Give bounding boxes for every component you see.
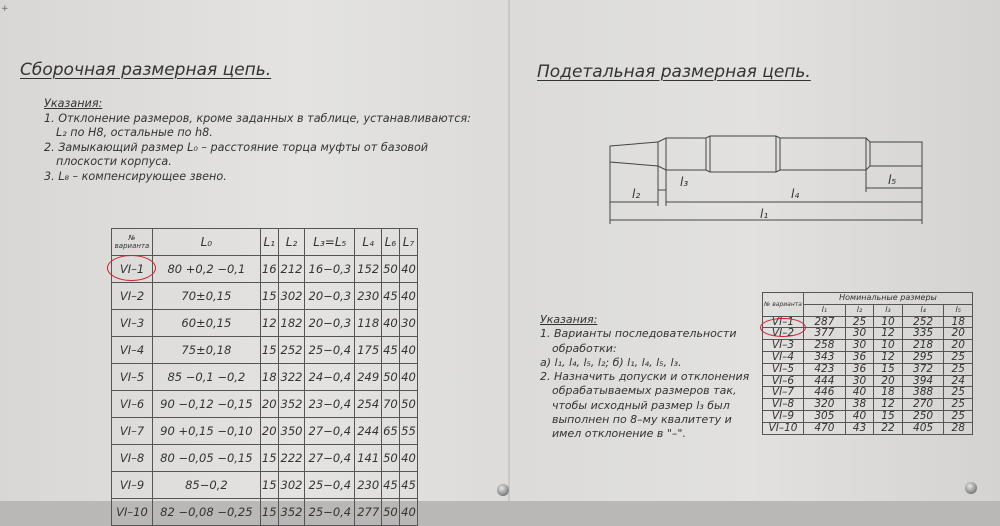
value-cell: 55 bbox=[399, 418, 417, 445]
value-cell: 20 bbox=[260, 391, 278, 418]
value-cell: 25 bbox=[944, 351, 973, 363]
variant-cell: VI–6 bbox=[112, 391, 153, 418]
value-cell: 15 bbox=[874, 410, 902, 422]
value-cell: 25−0,4 bbox=[305, 472, 355, 499]
variant-cell: VI–9 bbox=[763, 410, 804, 422]
variant-cell: VI–3 bbox=[763, 340, 804, 352]
variant-cell: VI–1 bbox=[112, 256, 153, 283]
table-row bbox=[112, 391, 418, 418]
value-cell: 212 bbox=[278, 256, 304, 283]
value-cell: 25 bbox=[944, 410, 973, 422]
column-header: l₃ bbox=[874, 304, 902, 316]
value-cell: 82 −0,08 −0,25 bbox=[153, 499, 261, 526]
highlight-circle-right bbox=[760, 318, 806, 337]
variant-cell: VI–5 bbox=[112, 364, 153, 391]
value-cell: 40 bbox=[399, 283, 417, 310]
value-cell: 40 bbox=[845, 387, 873, 399]
value-cell: 352 bbox=[278, 391, 304, 418]
value-cell: 423 bbox=[804, 363, 846, 375]
value-cell: 270 bbox=[902, 399, 944, 411]
value-cell: 444 bbox=[804, 375, 846, 387]
column-header: L₇ bbox=[399, 229, 417, 256]
value-cell: 305 bbox=[804, 410, 846, 422]
value-cell: 80 +0,2 −0,1 bbox=[153, 256, 261, 283]
left-note-line: 3. L₈ – компенсирующее звено. bbox=[44, 169, 227, 183]
value-cell: 50 bbox=[381, 445, 399, 472]
value-cell: 40 bbox=[399, 256, 417, 283]
value-cell: 295 bbox=[902, 351, 944, 363]
value-cell: 322 bbox=[278, 364, 304, 391]
column-header: L₃=L₅ bbox=[305, 229, 355, 256]
group-header: Номинальные размеры bbox=[804, 293, 973, 305]
variant-cell: VI–2 bbox=[763, 328, 804, 340]
table-row bbox=[112, 418, 418, 445]
value-cell: 65 bbox=[381, 418, 399, 445]
column-header: l₂ bbox=[845, 304, 873, 316]
value-cell: 24 bbox=[944, 375, 973, 387]
value-cell: 222 bbox=[278, 445, 304, 472]
variant-cell: VI–8 bbox=[763, 399, 804, 411]
value-cell: 388 bbox=[902, 387, 944, 399]
value-cell: 15 bbox=[260, 445, 278, 472]
column-header: L₆ bbox=[381, 229, 399, 256]
value-cell: 70 bbox=[381, 391, 399, 418]
value-cell: 90 −0,12 −0,15 bbox=[153, 391, 261, 418]
value-cell: 50 bbox=[381, 364, 399, 391]
table-row bbox=[112, 256, 418, 283]
value-cell: 18 bbox=[874, 387, 902, 399]
left-note-line: плоскости корпуса. bbox=[56, 155, 172, 169]
value-cell: 50 bbox=[381, 499, 399, 526]
variant-cell: VI–3 bbox=[112, 310, 153, 337]
right-dimension-table bbox=[762, 292, 973, 435]
value-cell: 23−0,4 bbox=[305, 391, 355, 418]
value-cell: 152 bbox=[355, 256, 381, 283]
value-cell: 45 bbox=[381, 283, 399, 310]
column-header: l₅ bbox=[944, 304, 973, 316]
value-cell: 20−0,3 bbox=[305, 283, 355, 310]
variant-cell: VI–8 bbox=[112, 445, 153, 472]
variant-cell: VI–7 bbox=[763, 387, 804, 399]
value-cell: 28 bbox=[944, 422, 973, 434]
value-cell: 30 bbox=[399, 310, 417, 337]
value-cell: 12 bbox=[874, 399, 902, 411]
value-cell: 85−0,2 bbox=[153, 472, 261, 499]
value-cell: 20−0,3 bbox=[305, 310, 355, 337]
variant-cell: VI–4 bbox=[763, 351, 804, 363]
value-cell: 175 bbox=[355, 337, 381, 364]
table-row bbox=[763, 363, 973, 375]
value-cell: 85 −0,1 −0,2 bbox=[153, 364, 261, 391]
right-note-line: чтобы исходный размер l₃ был bbox=[552, 398, 730, 412]
right-notes-heading: Указания: bbox=[540, 313, 598, 326]
value-cell: 80 −0,05 −0,15 bbox=[153, 445, 261, 472]
value-cell: 230 bbox=[355, 472, 381, 499]
table-row bbox=[763, 422, 973, 434]
value-cell: 16 bbox=[260, 256, 278, 283]
page-fold bbox=[508, 0, 510, 501]
value-cell: 230 bbox=[355, 283, 381, 310]
value-cell: 446 bbox=[804, 387, 846, 399]
corner-mark: + bbox=[1, 4, 9, 14]
value-cell: 182 bbox=[278, 310, 304, 337]
table-header-row bbox=[763, 293, 973, 305]
value-cell: 27−0,4 bbox=[305, 418, 355, 445]
table-row bbox=[763, 351, 973, 363]
value-cell: 25−0,4 bbox=[305, 499, 355, 526]
value-cell: 27−0,4 bbox=[305, 445, 355, 472]
value-cell: 18 bbox=[944, 316, 973, 328]
column-header: l₄ bbox=[902, 304, 944, 316]
value-cell: 30 bbox=[845, 375, 873, 387]
value-cell: 38 bbox=[845, 399, 873, 411]
table-row bbox=[112, 310, 418, 337]
table-header-row bbox=[112, 229, 418, 256]
table-row bbox=[763, 340, 973, 352]
variant-header: № варианта bbox=[112, 229, 153, 256]
value-cell: 18 bbox=[260, 364, 278, 391]
value-cell: 12 bbox=[874, 328, 902, 340]
value-cell: 36 bbox=[845, 363, 873, 375]
value-cell: 36 bbox=[845, 351, 873, 363]
variant-cell: VI–6 bbox=[763, 375, 804, 387]
value-cell: 15 bbox=[874, 363, 902, 375]
value-cell: 252 bbox=[902, 316, 944, 328]
variant-cell: VI–2 bbox=[112, 283, 153, 310]
value-cell: 30 bbox=[845, 328, 873, 340]
left-note-line: L₂ по H8, остальные по h8. bbox=[56, 126, 213, 140]
column-header: L₀ bbox=[153, 229, 261, 256]
value-cell: 70±0,15 bbox=[153, 283, 261, 310]
value-cell: 25 bbox=[845, 316, 873, 328]
value-cell: 12 bbox=[260, 310, 278, 337]
screw-bottom-center bbox=[497, 484, 509, 496]
left-note-line: 1. Отклонение размеров, кроме заданных в таблице, устанавливаются: bbox=[44, 111, 471, 125]
column-header: L₄ bbox=[355, 229, 381, 256]
table-row bbox=[763, 410, 973, 422]
value-cell: 141 bbox=[355, 445, 381, 472]
table-row bbox=[112, 337, 418, 364]
value-cell: 350 bbox=[278, 418, 304, 445]
value-cell: 40 bbox=[399, 364, 417, 391]
label-l5: l₅ bbox=[888, 173, 897, 187]
value-cell: 75±0,18 bbox=[153, 337, 261, 364]
value-cell: 252 bbox=[278, 337, 304, 364]
table-row bbox=[763, 399, 973, 411]
value-cell: 470 bbox=[804, 422, 846, 434]
value-cell: 12 bbox=[874, 351, 902, 363]
value-cell: 394 bbox=[902, 375, 944, 387]
value-cell: 320 bbox=[804, 399, 846, 411]
value-cell: 40 bbox=[399, 499, 417, 526]
right-notes bbox=[540, 313, 749, 442]
value-cell: 10 bbox=[874, 316, 902, 328]
column-header: l₁ bbox=[804, 304, 846, 316]
left-notes-heading: Указания: bbox=[44, 97, 103, 110]
left-note-line: 2. Замыкающий размер L₀ – расстояние торца муфты от базовой bbox=[44, 140, 429, 154]
variant-cell: VI–5 bbox=[763, 363, 804, 375]
screw-bottom-right bbox=[965, 482, 977, 494]
table-row bbox=[763, 375, 973, 387]
value-cell: 244 bbox=[355, 418, 381, 445]
value-cell: 218 bbox=[902, 340, 944, 352]
value-cell: 118 bbox=[355, 310, 381, 337]
label-l1: l₁ bbox=[760, 207, 769, 221]
value-cell: 50 bbox=[399, 391, 417, 418]
value-cell: 25 bbox=[944, 387, 973, 399]
value-cell: 250 bbox=[902, 410, 944, 422]
variant-cell: VI–9 bbox=[112, 472, 153, 499]
value-cell: 258 bbox=[804, 340, 846, 352]
value-cell: 30 bbox=[845, 340, 873, 352]
variant-cell: VI–10 bbox=[112, 499, 153, 526]
right-note-line: 1. Варианты последовательности bbox=[540, 327, 737, 341]
value-cell: 40 bbox=[381, 310, 399, 337]
value-cell: 25 bbox=[944, 363, 973, 375]
value-cell: 45 bbox=[381, 472, 399, 499]
column-header: L₂ bbox=[278, 229, 304, 256]
value-cell: 40 bbox=[399, 337, 417, 364]
value-cell: 40 bbox=[399, 445, 417, 472]
label-l2: l₂ bbox=[632, 187, 641, 201]
right-note-line: 2. Назначить допуски и отклонения bbox=[540, 370, 750, 384]
value-cell: 249 bbox=[355, 364, 381, 391]
value-cell: 15 bbox=[260, 283, 278, 310]
label-l4: l₄ bbox=[791, 187, 800, 201]
value-cell: 277 bbox=[355, 499, 381, 526]
value-cell: 15 bbox=[260, 472, 278, 499]
value-cell: 45 bbox=[381, 337, 399, 364]
left-notes bbox=[44, 97, 471, 185]
variant-cell: VI–7 bbox=[112, 418, 153, 445]
variant-cell: VI–10 bbox=[763, 422, 804, 434]
value-cell: 20 bbox=[260, 418, 278, 445]
variant-cell: VI–4 bbox=[112, 337, 153, 364]
right-note-line: обрабатываемых размеров так, bbox=[552, 384, 737, 398]
left-title: Сборочная размерная цепь. bbox=[20, 60, 272, 80]
table-row bbox=[763, 387, 973, 399]
value-cell: 24−0,4 bbox=[305, 364, 355, 391]
right-note-line: имел отклонение в "–". bbox=[552, 427, 686, 441]
table-row bbox=[112, 445, 418, 472]
value-cell: 60±0,15 bbox=[153, 310, 261, 337]
value-cell: 377 bbox=[804, 328, 846, 340]
value-cell: 25 bbox=[944, 399, 973, 411]
left-dimension-table bbox=[111, 228, 418, 526]
column-header: L₁ bbox=[260, 229, 278, 256]
variant-header: № варианта bbox=[763, 293, 804, 317]
value-cell: 20 bbox=[874, 375, 902, 387]
value-cell: 22 bbox=[874, 422, 902, 434]
right-note-line: обработки: bbox=[552, 341, 617, 355]
right-note-line: выполнен по 8–му квалитету и bbox=[552, 413, 732, 427]
value-cell: 10 bbox=[874, 340, 902, 352]
table-row bbox=[112, 364, 418, 391]
value-cell: 287 bbox=[804, 316, 846, 328]
value-cell: 50 bbox=[381, 256, 399, 283]
highlight-circle-left bbox=[107, 255, 156, 281]
value-cell: 302 bbox=[278, 283, 304, 310]
value-cell: 40 bbox=[845, 410, 873, 422]
value-cell: 15 bbox=[260, 337, 278, 364]
value-cell: 90 +0,15 −0,10 bbox=[153, 418, 261, 445]
value-cell: 25−0,4 bbox=[305, 337, 355, 364]
value-cell: 335 bbox=[902, 328, 944, 340]
variant-cell: VI–1 bbox=[763, 316, 804, 328]
value-cell: 302 bbox=[278, 472, 304, 499]
value-cell: 20 bbox=[944, 340, 973, 352]
value-cell: 405 bbox=[902, 422, 944, 434]
value-cell: 45 bbox=[399, 472, 417, 499]
table-row bbox=[112, 499, 418, 526]
value-cell: 20 bbox=[944, 328, 973, 340]
value-cell: 254 bbox=[355, 391, 381, 418]
value-cell: 43 bbox=[845, 422, 873, 434]
shaft-drawing bbox=[596, 128, 936, 228]
right-note-line: а) l₁, l₄, l₅, l₂; б) l₁, l₄, l₅, l₃. bbox=[540, 355, 682, 369]
right-title: Подетальная размерная цепь. bbox=[537, 62, 811, 82]
value-cell: 372 bbox=[902, 363, 944, 375]
table-row bbox=[112, 283, 418, 310]
value-cell: 15 bbox=[260, 499, 278, 526]
value-cell: 352 bbox=[278, 499, 304, 526]
label-l3: l₃ bbox=[680, 175, 689, 189]
value-cell: 343 bbox=[804, 351, 846, 363]
value-cell: 16−0,3 bbox=[305, 256, 355, 283]
table-row bbox=[112, 472, 418, 499]
